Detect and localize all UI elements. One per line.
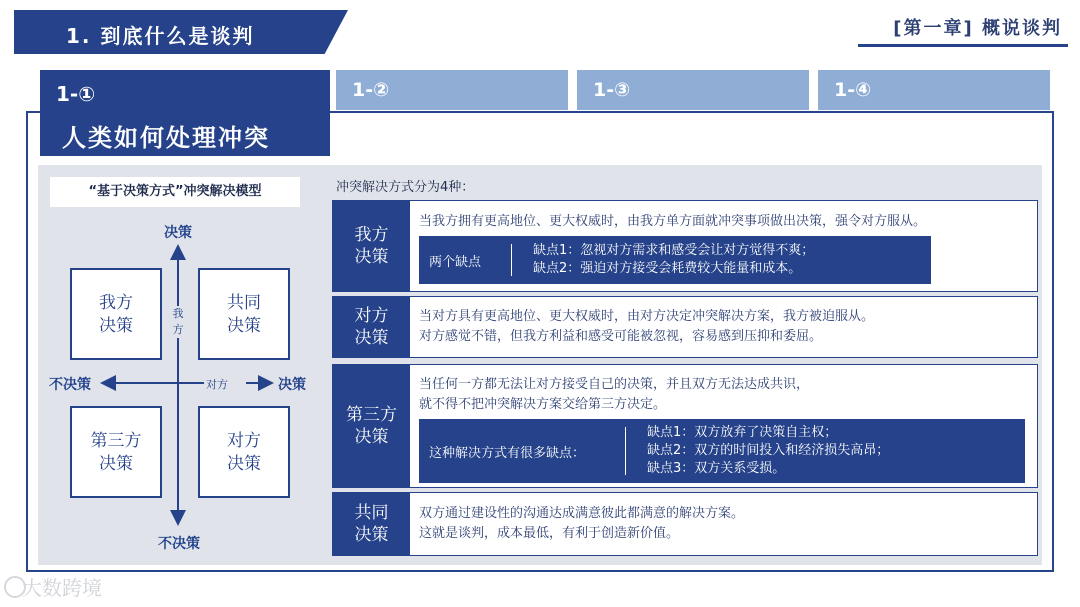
drawbacks-label: 两个缺点 xyxy=(429,255,482,270)
quadrant-joint-decision: 共同 决策 xyxy=(198,268,290,360)
divider xyxy=(511,244,512,276)
axis-right-label: 决策 xyxy=(278,377,306,393)
quadrant-third-party-decision: 第三方 决策 xyxy=(70,406,162,498)
quadrant-their-decision: 对方 决策 xyxy=(198,406,290,498)
drawback-item: 缺点3：双方关系受损。 xyxy=(647,461,786,476)
axis-top-label: 决策 xyxy=(164,225,192,241)
row-text: 当对方具有更高地位、更大权威时，由对方决定冲突解决方案，我方被迫服从。 对方感觉不错，但我方利益和感受可能被忽视，容易感到压抑和委屈。 xyxy=(419,309,875,344)
tab-label: 1-③ xyxy=(593,79,631,101)
quadrant-our-decision: 我方 决策 xyxy=(70,268,162,360)
model-title: “基于决策方式”冲突解决模型 xyxy=(50,177,300,207)
row-label: 第三方 决策 xyxy=(333,365,410,487)
row-their-decision xyxy=(332,296,1038,358)
row-text: 当任何一方都无法让对方接受自己的决策，并且双方无法达成共识， 就不得不把冲突解决方案交给第三方决定。 xyxy=(419,377,810,412)
divider xyxy=(625,427,626,475)
tab-number: 1-① xyxy=(56,82,96,106)
axis-left-label: 不决策 xyxy=(49,377,91,393)
row-text: 当我方拥有更高地位、更大权威时，由我方单方面就冲突事项做出决策，强令对方服从。 xyxy=(419,214,927,229)
horizontal-axis-name: 对方 xyxy=(206,378,228,391)
page-title: 人类如何处理冲突 xyxy=(62,124,270,152)
drawbacks-label: 这种解决方式有很多缺点： xyxy=(429,446,586,461)
row-joint-decision xyxy=(332,492,1038,556)
intro-text: 冲突解决方式分为4种： xyxy=(336,180,475,195)
tab-label: 1-② xyxy=(352,79,390,101)
row-label: 共同 决策 xyxy=(333,493,410,555)
row-third-party-decision xyxy=(332,364,1038,488)
drawback-item: 缺点2：强迫对方接受会耗费较大能量和成本。 xyxy=(533,261,802,276)
row-text: 双方通过建设性的沟通达成满意彼此都满意的解决方案。 这就是谈判，成本最低，有利于创造新价值。 xyxy=(419,506,745,541)
drawback-item: 缺点2：双方的时间投入和经济损失高昂； xyxy=(647,443,890,458)
row-label: 我方 决策 xyxy=(333,201,410,291)
drawbacks-list xyxy=(647,424,889,478)
drawback-item: 缺点1：双方放弃了决策自主权； xyxy=(647,425,838,440)
drawbacks-box xyxy=(419,236,931,284)
vertical-axis-name: 我方 xyxy=(172,307,184,336)
drawback-item: 缺点1：忽视对方需求和感受会让对方觉得不爽； xyxy=(533,243,815,258)
tab-label: 1-④ xyxy=(834,79,872,101)
drawbacks-box xyxy=(419,419,1025,483)
axis-bottom-label: 不决策 xyxy=(158,536,200,552)
row-label: 对方 决策 xyxy=(333,297,410,357)
watermark-text: 大数跨境 xyxy=(22,576,102,600)
chapter-title: [第一章] 概说谈判 xyxy=(893,18,1062,39)
section-title: 1. 到底什么是谈判 xyxy=(66,24,255,48)
drawbacks-list xyxy=(533,242,814,278)
row-our-decision xyxy=(332,200,1038,292)
